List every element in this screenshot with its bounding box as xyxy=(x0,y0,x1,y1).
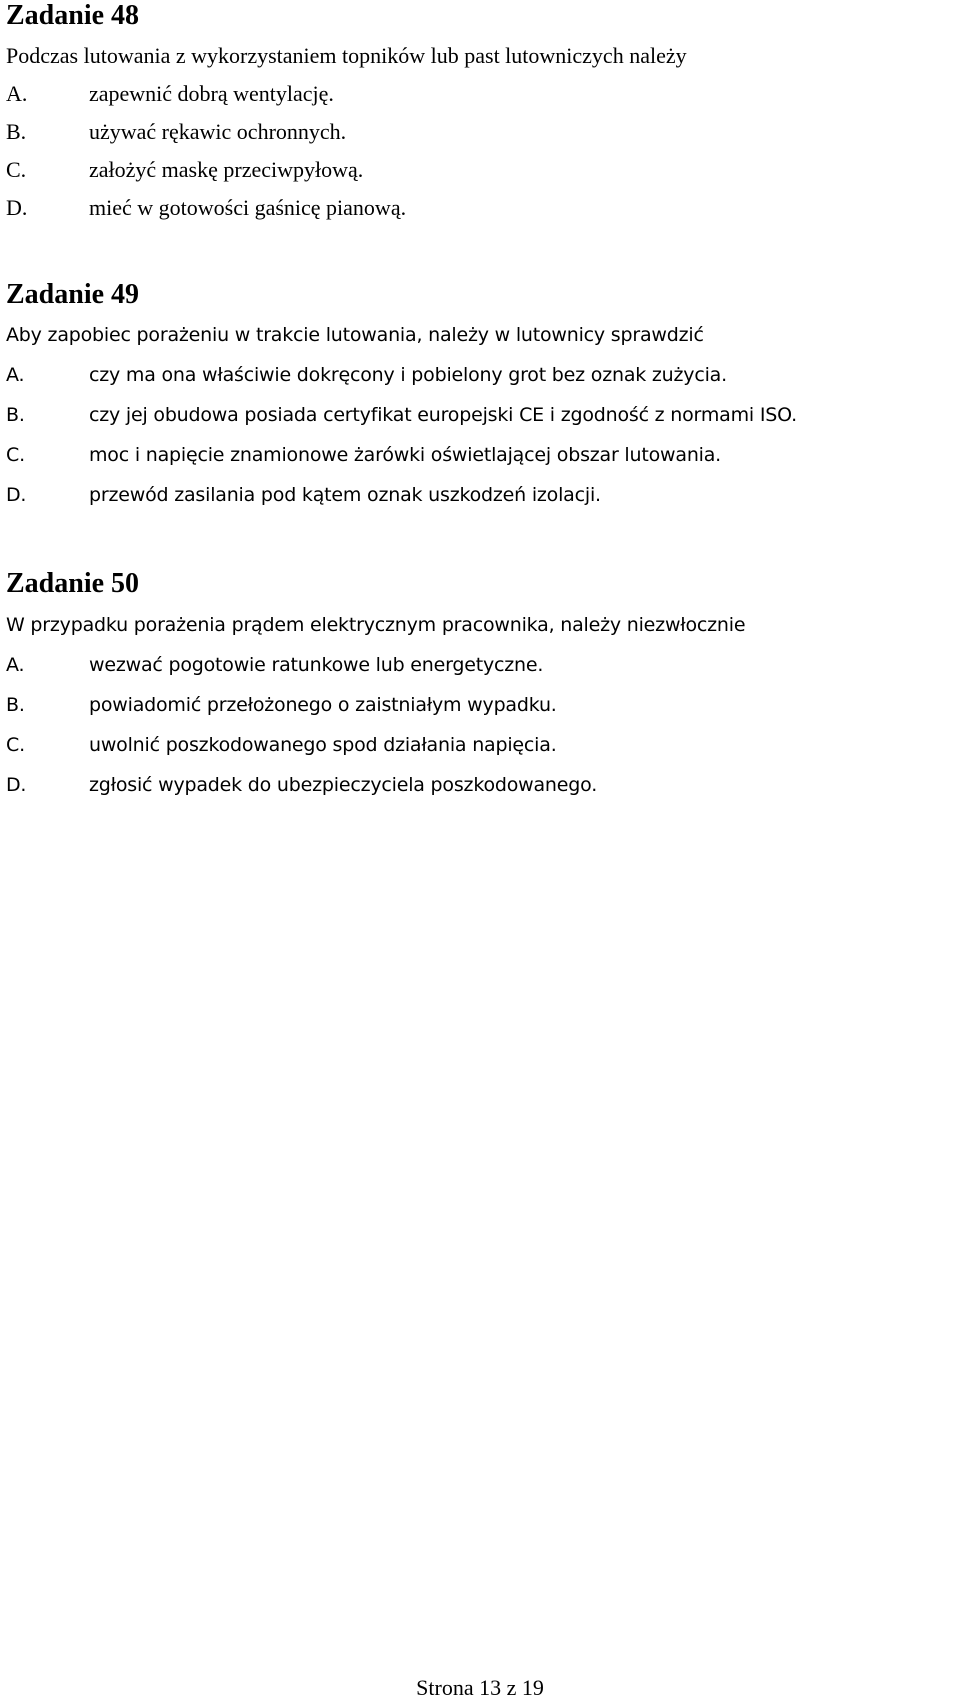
answer-option-c[interactable] xyxy=(6,732,954,772)
answer-text: moc i napięcie znamionowe żarówki oświetlającej obszar lutowania. xyxy=(89,444,722,466)
answer-option-d[interactable] xyxy=(6,772,954,812)
answer-option-c[interactable] xyxy=(6,157,954,195)
answer-text: założyć maskę przeciwpyłową. xyxy=(89,157,364,182)
answer-text: czy jej obudowa posiada certyfikat europejski CE i zgodność z normami ISO. xyxy=(89,404,797,426)
answer-letter: D. xyxy=(6,774,27,796)
answer-letter: A. xyxy=(6,81,28,106)
answer-text: wezwać pogotowie ratunkowe lub energetyczne. xyxy=(89,654,544,676)
answer-letter: A. xyxy=(6,654,25,676)
answer-option-b[interactable] xyxy=(6,402,954,442)
question-stem: Podczas lutowania z wykorzystaniem topników lub past lutowniczych należy xyxy=(6,43,687,68)
answer-option-b[interactable] xyxy=(6,692,954,732)
page-number: Strona 13 z 19 xyxy=(416,1675,544,1700)
answer-list xyxy=(6,362,954,522)
answer-option-b[interactable] xyxy=(6,119,954,157)
question-48 xyxy=(6,0,954,233)
question-50 xyxy=(6,568,954,812)
answer-option-a[interactable] xyxy=(6,652,954,692)
answer-text: używać rękawic ochronnych. xyxy=(89,119,347,144)
answer-letter: A. xyxy=(6,364,25,386)
answer-letter: C. xyxy=(6,734,25,756)
answer-letter: C. xyxy=(6,444,25,466)
answer-letter: B. xyxy=(6,119,27,144)
answer-letter: B. xyxy=(6,694,25,716)
answer-text: zapewnić dobrą wentylację. xyxy=(89,81,334,106)
question-stem: W przypadku porażenia prądem elektrycznym pracownika, należy niezwłocznie xyxy=(6,614,746,636)
answer-option-c[interactable] xyxy=(6,442,954,482)
question-stem: Aby zapobiec porażeniu w trakcie lutowania, należy w lutownicy sprawdzić xyxy=(6,324,704,346)
question-title: Zadanie 50 xyxy=(6,568,140,599)
answer-list xyxy=(6,81,954,233)
question-49 xyxy=(6,279,954,522)
answer-option-d[interactable] xyxy=(6,482,954,522)
answer-list xyxy=(6,652,954,812)
question-title: Zadanie 49 xyxy=(6,279,140,310)
answer-option-a[interactable] xyxy=(6,81,954,119)
answer-letter: D. xyxy=(6,484,27,506)
answer-letter: C. xyxy=(6,157,27,182)
answer-option-d[interactable] xyxy=(6,195,954,233)
answer-letter: B. xyxy=(6,404,25,426)
question-title: Zadanie 48 xyxy=(6,0,140,31)
answer-text: przewód zasilania pod kątem oznak uszkodzeń izolacji. xyxy=(89,484,601,506)
answer-text: czy ma ona właściwie dokręcony i pobielony grot bez oznak zużycia. xyxy=(89,364,727,386)
answer-letter: D. xyxy=(6,195,28,220)
answer-text: mieć w gotowości gaśnicę pianową. xyxy=(89,195,407,220)
answer-text: zgłosić wypadek do ubezpieczyciela poszkodowanego. xyxy=(89,774,598,796)
answer-option-a[interactable] xyxy=(6,362,954,402)
answer-text: uwolnić poszkodowanego spod działania napięcia. xyxy=(89,734,557,756)
answer-text: powiadomić przełożonego o zaistniałym wypadku. xyxy=(89,694,557,716)
